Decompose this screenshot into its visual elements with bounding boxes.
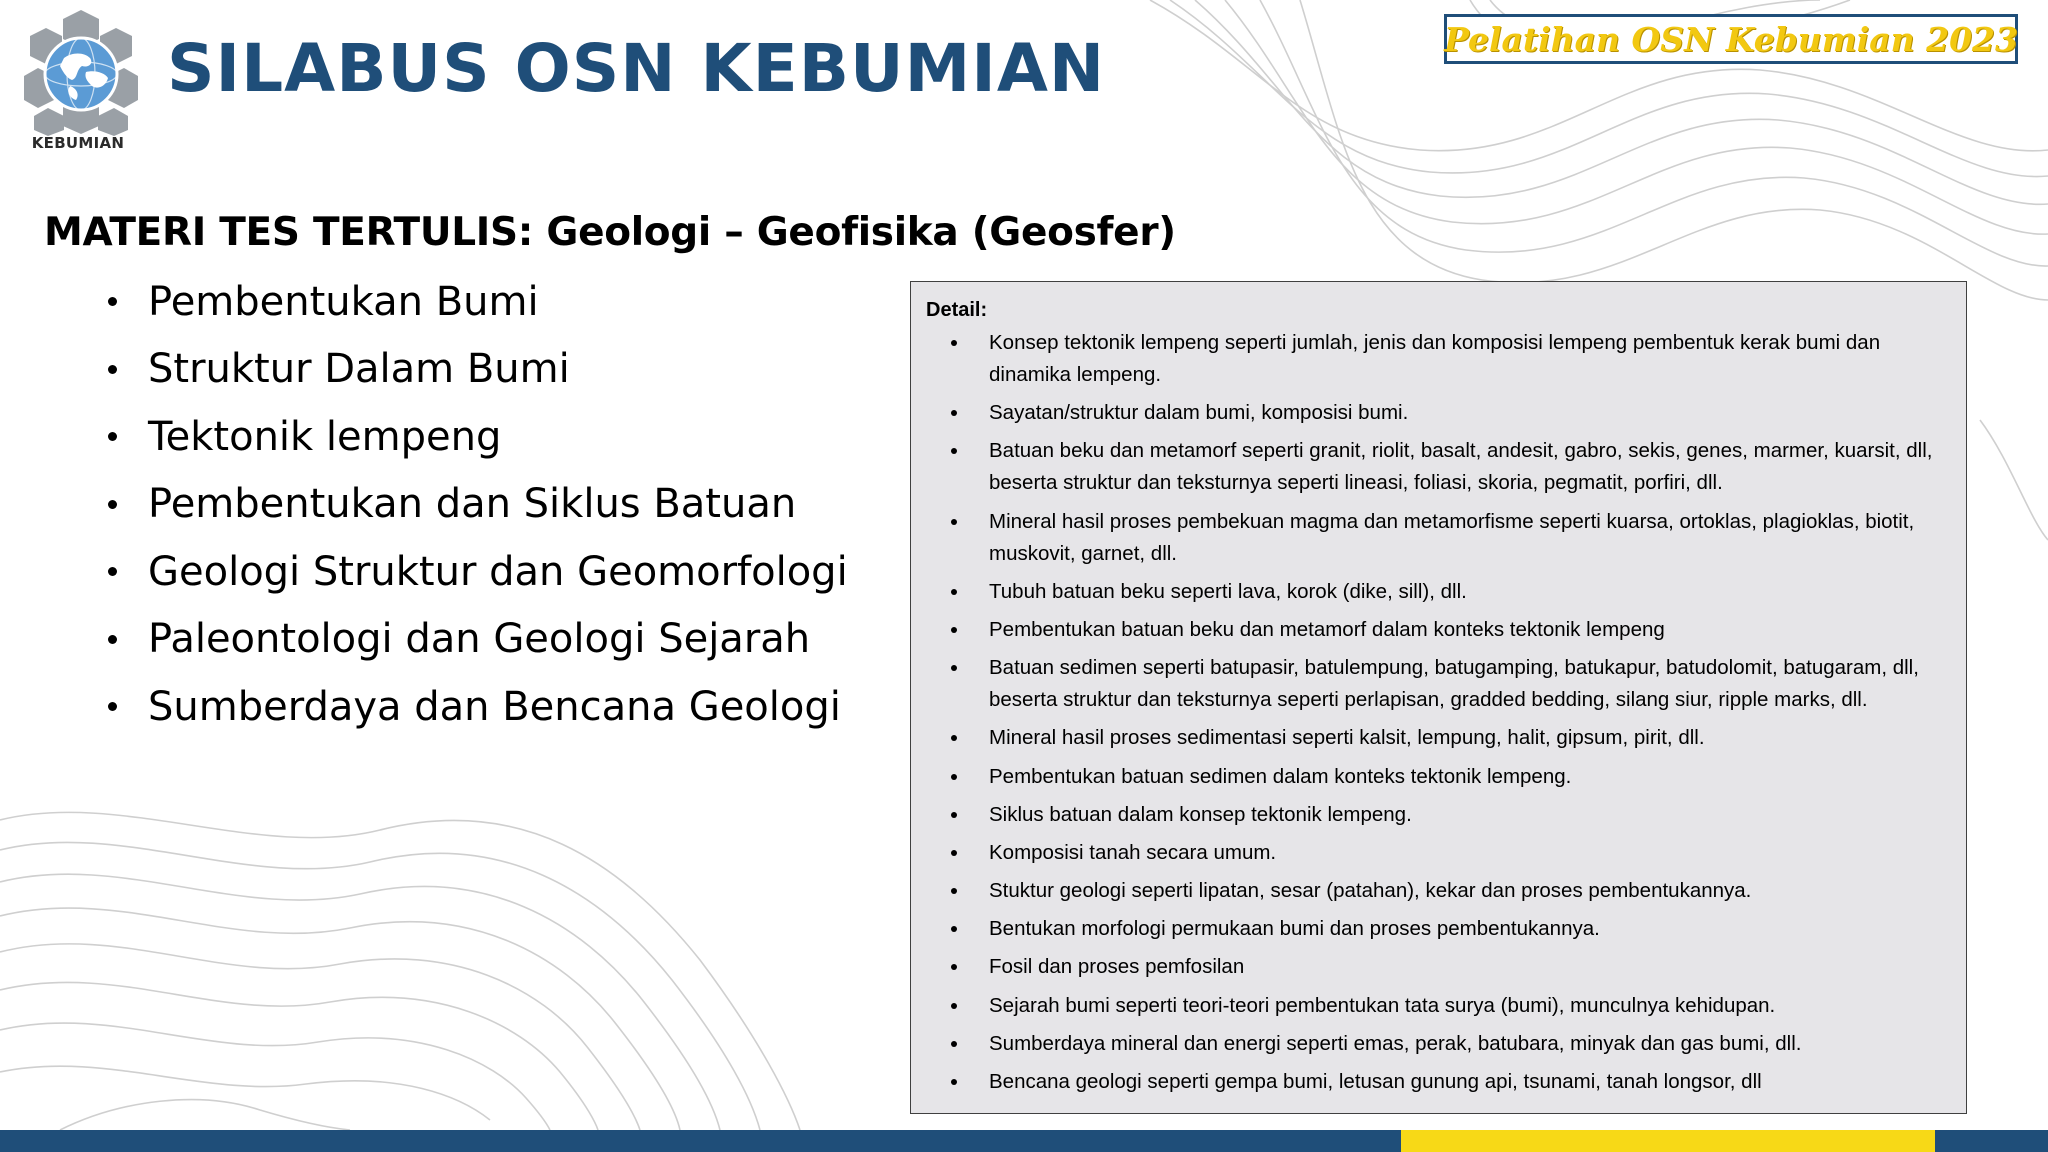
detail-title: Detail: [926, 299, 988, 321]
detail-item [926, 506, 1950, 570]
topic-item [108, 336, 848, 404]
detail-text: Mineral hasil proses sedimentasi seperti kalsit, lempung, halit, gipsum, pirit, dll. [989, 726, 1705, 750]
bullet-icon [108, 432, 117, 441]
detail-text: Siklus batuan dalam konsep tektonik lempeng. [989, 802, 1412, 826]
topic-item [108, 471, 848, 539]
topic-item [108, 673, 848, 741]
detail-item [926, 875, 1950, 907]
detail-text: Bencana geologi seperti gempa bumi, letusan gunung api, tsunami, tanah longsor, dll [989, 1070, 1762, 1093]
bullet-icon [951, 1079, 957, 1085]
bullet-icon [108, 702, 117, 711]
detail-item [926, 913, 1950, 945]
detail-text: Sumberdaya mineral dan energi seperti emas, perak, batubara, minyak dan gas bumi, dll. [989, 1031, 1802, 1055]
topic-label: Pembentukan dan Siklus Batuan [148, 481, 797, 528]
detail-item [926, 576, 1950, 608]
topic-label: Tektonik lempeng [148, 413, 502, 460]
topic-label: Geologi Struktur dan Geomorfologi [148, 548, 848, 595]
bullet-icon [951, 519, 957, 525]
detail-item [926, 1028, 1950, 1060]
bullet-icon [951, 964, 957, 970]
bullet-icon [951, 1041, 957, 1047]
detail-text: Pembentukan batuan sedimen dalam konteks tektonik lempeng. [989, 764, 1572, 788]
detail-text: Sayatan/struktur dalam bumi, komposisi bumi. [989, 401, 1409, 425]
detail-text: Mineral hasil proses pembekuan magma dan metamorfisme seperti kuarsa, ortoklas, plagioklas, biotit, muskovit, garnet, dll. [989, 509, 1915, 565]
bullet-icon [951, 665, 957, 671]
page-title: SILABUS OSN KEBUMIAN [167, 30, 1106, 107]
bullet-icon [951, 926, 957, 932]
detail-item [926, 397, 1950, 429]
detail-item [926, 722, 1950, 754]
detail-text: Fosil dan proses pemfosilan [989, 955, 1245, 979]
detail-item [926, 1066, 1950, 1098]
detail-item [926, 614, 1950, 646]
topic-item [108, 538, 848, 606]
bullet-icon [951, 850, 957, 856]
bullet-icon [108, 567, 117, 576]
topic-list [108, 268, 848, 741]
detail-item [926, 435, 1950, 499]
detail-text: Bentukan morfologi permukaan bumi dan proses pembentukannya. [989, 917, 1600, 941]
bullet-icon [108, 635, 117, 644]
bullet-icon [951, 1003, 957, 1009]
detail-item [926, 652, 1950, 716]
bullet-icon [108, 297, 117, 306]
detail-text: Tubuh batuan beku seperti lava, korok (dike, sill), dll. [989, 579, 1467, 603]
detail-text: Komposisi tanah secara umum. [989, 840, 1277, 864]
detail-item [926, 761, 1950, 793]
bullet-icon [951, 774, 957, 780]
topic-label: Paleontologi dan Geologi Sejarah [148, 616, 811, 663]
topic-label: Pembentukan Bumi [148, 278, 539, 325]
training-badge [1444, 14, 2018, 64]
detail-box [910, 281, 1967, 1114]
detail-item [926, 951, 1950, 983]
section-heading: MATERI TES TERTULIS: Geologi – Geofisika (Geosfer) [44, 210, 1176, 255]
bullet-icon [951, 340, 957, 346]
bullet-icon [951, 888, 957, 894]
detail-text: Konsep tektonik lempeng seperti jumlah, jenis dan komposisi lempeng pembentuk kerak bumi dan dinamika lempeng. [989, 331, 1881, 386]
topic-item [108, 268, 848, 336]
detail-item [926, 799, 1950, 831]
detail-item [926, 990, 1950, 1022]
bullet-icon [951, 627, 957, 633]
bullet-icon [951, 589, 957, 595]
bullet-icon [108, 365, 117, 374]
topic-item [108, 606, 848, 674]
topic-label: Sumberdaya dan Bencana Geologi [148, 683, 841, 730]
logo-label: KEBUMIAN [31, 134, 125, 152]
detail-text: Stuktur geologi seperti lipatan, sesar (patahan), kekar dan proses pembentukannya. [989, 879, 1752, 903]
detail-item [926, 837, 1950, 869]
bullet-icon [951, 410, 957, 416]
training-badge-text: Pelatihan OSN Kebumian 2023 [1444, 19, 2018, 59]
bullet-icon [951, 812, 957, 818]
topic-label: Struktur Dalam Bumi [148, 346, 570, 393]
bullet-icon [951, 735, 957, 741]
detail-text: Sejarah bumi seperti teori-teori pembentukan tata surya (bumi), munculnya kehidupan. [989, 993, 1776, 1017]
detail-text: Batuan sedimen seperti batupasir, batulempung, batugamping, batukapur, batudolomit, batugaram, dll, beserta struktur dan teksturnya seperti perlapisan, gradded bedding, silang siur, ripple marks, dll. [989, 656, 1919, 712]
detail-item [926, 327, 1950, 391]
detail-list [926, 327, 1950, 1098]
bullet-icon [951, 448, 957, 454]
detail-text: Batuan beku dan metamorf seperti granit, riolit, basalt, andesit, gabro, sekis, genes, marmer, kuarsit, dll, beserta struktur dan teksturnya seperti lineasi, foliasi, skoria, pegmatit, porfiri, dll. [989, 439, 1933, 495]
topic-item [108, 403, 848, 471]
bullet-icon [108, 500, 117, 509]
footer-bar-yellow [1401, 1130, 1935, 1152]
detail-text: Pembentukan batuan beku dan metamorf dalam konteks tektonik lempeng [989, 617, 1665, 641]
